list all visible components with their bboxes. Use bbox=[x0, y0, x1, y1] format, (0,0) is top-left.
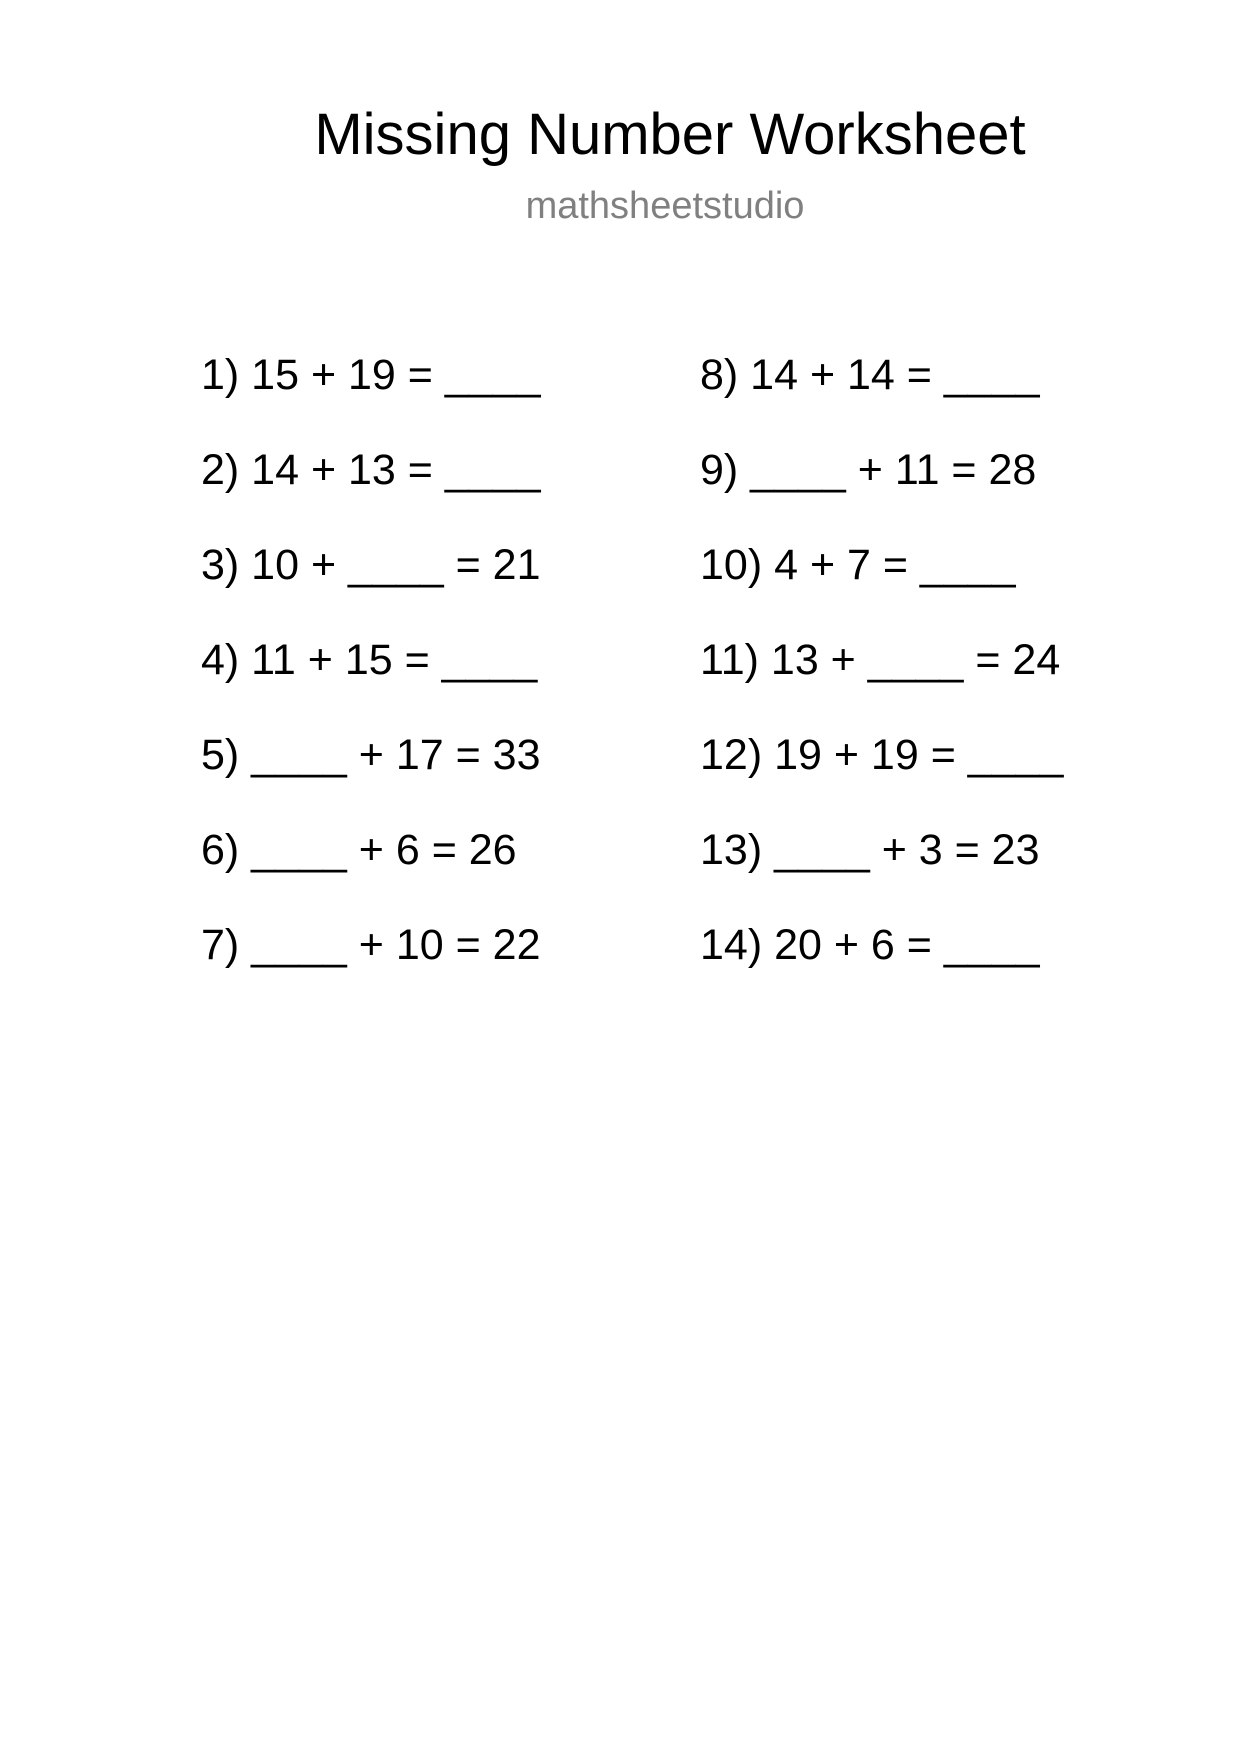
problem-3: 3) 10 + ____ = 21 bbox=[201, 541, 541, 589]
problem-11: 11) 13 + ____ = 24 bbox=[700, 636, 1061, 684]
problem-column-right bbox=[700, 350, 1063, 1015]
worksheet-subtitle: mathsheetstudio bbox=[525, 185, 805, 227]
problem-4: 4) 11 + 15 = ____ bbox=[201, 636, 538, 684]
worksheet-title: Missing Number Worksheet bbox=[314, 102, 1026, 167]
problem-14: 14) 20 + 6 = ____ bbox=[700, 921, 1040, 969]
problem-10: 10) 4 + 7 = ____ bbox=[700, 541, 1016, 589]
problem-8: 8) 14 + 14 = ____ bbox=[700, 351, 1040, 399]
problem-13: 13) ____ + 3 = 23 bbox=[700, 826, 1040, 874]
problem-6: 6) ____ + 6 = 26 bbox=[201, 826, 517, 874]
problem-7: 7) ____ + 10 = 22 bbox=[201, 921, 541, 969]
problem-12: 12) 19 + 19 = ____ bbox=[700, 731, 1064, 779]
problem-9: 9) ____ + 11 = 28 bbox=[700, 446, 1037, 494]
problem-5: 5) ____ + 17 = 33 bbox=[201, 731, 541, 779]
problem-2: 2) 14 + 13 = ____ bbox=[201, 446, 541, 494]
problem-1: 1) 15 + 19 = ____ bbox=[201, 351, 541, 399]
problem-column-left bbox=[201, 350, 541, 1015]
